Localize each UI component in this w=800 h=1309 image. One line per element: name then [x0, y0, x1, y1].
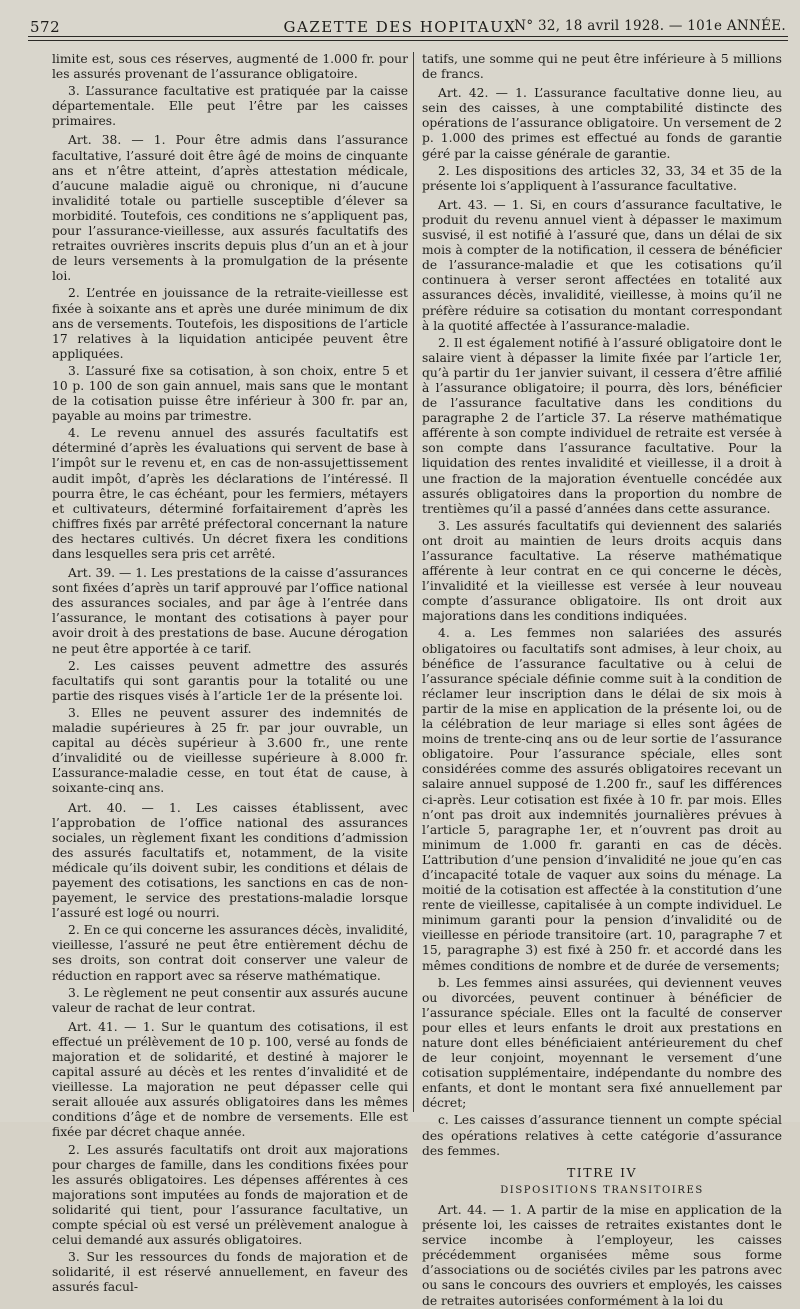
left-column	[52, 52, 408, 1295]
paragraph: 3. Sur les ressources du fonds de majoration et de solidarité, il est réservé annuellement, en faveur des assurés facul-	[52, 1250, 408, 1295]
header-rule-thin	[28, 40, 788, 41]
paragraph: b. Les femmes ainsi assurées, qui deviennent veuves ou divorcées, peuvent continuer à bénéficier de l’assurance spéciale. Elles ont la faculté de conserver pour elles et leurs enfants le droit aux prestations en nature dont elles bénéficiaient antérieurement du chef de leur conjoint, moyennant le versement d’une cotisation supplémentaire, indépendante du nombre des enfants, et dont le montant sera fixé annuellement par décret;	[422, 975, 782, 1111]
page-number: 572	[30, 18, 61, 36]
paragraph: tatifs, une somme qui ne peut être inférieure à 5 millions de francs.	[422, 52, 782, 82]
paragraph: 4. Le revenu annuel des assurés facultatifs est déterminé d’après les évaluations qui servent de base à l’impôt sur le revenu et, en cas de non-assujettissement audit impôt, d’après les déclarations de l’intéressé. Il pourra être, le cas échéant, pour les fermiers, métayers et cultivateurs, déterminé forfaitairement d’après les chiffres fixés par arrêté préfectoral concernant la nature des hectares cultivés. Un décret fixera les conditions dans lesquelles sera pris cet arrêté.	[52, 426, 408, 561]
journal-title: GAZETTE DES HOPITAUX	[283, 18, 517, 36]
paragraph: 4. a. Les femmes non salariées des assurés obligatoires ou facultatifs sont admises, à leur choix, au bénéfice de l’assurance facultative ou à celui de l’assurance spéciale définie comme suit à la condition de réclamer leur inscription dans le délai de six mois à partir de la mise en application de la présente loi, ou de la célébration de leur mariage si elles sont âgées de moins de trente-cinq ans ou de leur sortie de l’assurance obligatoire. Pour l’assurance spéciale, elles sont considérées comme des assurés obligatoires recevant un salaire annuel supposé de 1.200 fr., sauf les différences ci-après. Leur cotisation est fixée à 10 fr. par mois. Elles n’ont pas droit aux indemnités journalières prévues à l’article 5, paragraphe 1er, et n’ouvrent pas droit au minimum de 1.000 fr. garanti en cas de décès. L’attribution d’une pension d’invalidité ne joue qu’en cas d’incapacité totale de vaquer aux soins du ménage. La moitié de la cotisation est affectée à la constitution d’une rente de vieillesse, capitalisée à un compte individuel. Le minimum garanti pour la pension d’invalidité ou de vieillesse en période transitoire (art. 10, paragraphe 7 et 15, paragraphe 3) est fixé à 250 fr. et accordé dans les mêmes conditions de nombre et de durée de versements;	[422, 626, 782, 973]
paragraph: Art. 39. — 1. Les prestations de la caisse d’assurances sont fixées d’après un tarif approuvé par l’office national des assurances sociales, and par âge à l’entrée dans l’assurance, le montant des cotisations à payer pour avoir droit à des prestations de base. Aucune dérogation ne peut être apportée à ce tarif.	[52, 566, 408, 656]
column-divider	[413, 52, 414, 1112]
paragraph: 3. Les assurés facultatifs qui deviennent des salariés ont droit au maintien de leurs droits acquis dans l’assurance facultative. La réserve mathématique afférente à leur contrat en ce qui concerne le décès, l’invalidité et la vieillesse est versée à leur nouveau compte d’assurance obligatoire. Ils ont droit aux majorations dans les conditions indiquées.	[422, 518, 782, 624]
paragraph: Art. 44. — 1. A partir de la mise en application de la présente loi, les caisses de retraites existantes dont le service incombe à l’employeur, les caisses précédemment organisées même sous forme d’associations ou de sociétés civiles par les patrons avec ou sans le concours des ouvriers et employés, les caisses de retraites autorisées conformément à la loi du	[422, 1202, 782, 1308]
paragraph: 3. L’assuré fixe sa cotisation, à son choix, entre 5 et 10 p. 100 de son gain annuel, mais sans que le montant de la cotisation puisse être inférieur à 300 fr. par an, payable au moins par trimestre.	[52, 363, 408, 424]
paragraph: 2. L’entrée en jouissance de la retraite-vieillesse est fixée à soixante ans et après une durée minimum de dix ans de versements. Toutefois, les dispositions de l’article 17 relatives à la liquidation anticipée peuvent être appliquées.	[52, 286, 408, 361]
paragraph: 2. En ce qui concerne les assurances décès, invalidité, vieillesse, l’assuré ne peut être entièrement déchu de ses droits, son contrat doit conserver une valeur de réduction en rapport avec sa réserve mathématique.	[52, 923, 408, 983]
paragraph: Art. 42. — 1. L’assurance facultative donne lieu, au sein des caisses, à une comptabilité distincte des opérations de l’assurance obligatoire. Un versement de 2 p. 1.000 des primes est effectué au fonds de garantie géré par la caisse générale de garantie.	[422, 86, 782, 161]
paragraph: 2. Il est également notifié à l’assuré obligatoire dont le salaire vient à dépasser la limite fixée par l’article 1er, qu’à partir du 1er janvier suivant, il cessera d’être affilié à l’assurance obligatoire; il pourra, dès lors, bénéficier de l’assurance facultative dans les conditions du paragraphe 2 de l’article 37. La réserve mathématique afférente à son compte individuel de retraite est versée à son compte dans l’assurance facultative. Pour la liquidation des rentes invalidité et vieillesse, il a droit à une fraction de la majoration éventuelle concédée aux assurés obligatoires dans la proportion du nombre de trentièmes qu’il a passé d’années dans cette assurance.	[422, 335, 782, 516]
paragraph: Art. 40. — 1. Les caisses établissent, avec l’approbation de l’office national des assurances sociales, un règlement fixant les conditions d’admission des assurés facultatifs et, notamment, de la visite médicale qu’ils doivent subir, les conditions et délais de payement des cotisations, les sanctions en cas de non-payement, le service des prestations-maladie lorsque l’assuré est logé ou nourri.	[52, 800, 408, 921]
header-rule	[28, 36, 788, 37]
issue-info: N° 32, 18 avril 1928. — 101e ANNÉE.	[514, 18, 786, 34]
paragraph: Art. 41. — 1. Sur le quantum des cotisations, il est effectué un prélèvement de 10 p. 100, versé au fonds de majoration et de solidarité, et destiné à majorer le capital assuré au décès et les rentes d’invalidité et de vieillesse. La majoration ne peut dépasser celle qui serait allouée aux assurés obligatoires dans les mêmes conditions d’âge et de nombre de versements. Elle est fixée par décret chaque année.	[52, 1019, 408, 1140]
paragraph: Art. 38. — 1. Pour être admis dans l’assurance facultative, l’assuré doit être âgé de moins de cinquante ans et n’être atteint, d’après attestation médicale, d’aucune maladie aiguë ou chronique, ni d’aucune invalidité totale ou partielle susceptible d’élever sa morbidité. Toutefois, ces conditions ne s’appliquent pas, pour l’assurance-vieillesse, aux assurés facultatifs des retraites ouvrières inscrits depuis plus d’un an et à jour de leurs versements à la promulgation de la présente loi.	[52, 133, 408, 284]
paragraph: 3. L’assurance facultative est pratiquée par la caisse départementale. Elle peut l’être par les caisses primaires.	[52, 84, 408, 129]
paragraph: 3. Elles ne peuvent assurer des indemnités de maladie supérieures à 25 fr. par jour ouvrable, un capital au décès supérieur à 3.600 fr., une rente d’invalidité ou de vieillesse supérieure à 8.000 fr. L’assurance-maladie cesse, en tout état de cause, à soixante-cinq ans.	[52, 705, 408, 796]
paragraph: 2. Les caisses peuvent admettre des assurés facultatifs qui sont garantis pour la totalité ou une partie des risques visés à l’article 1er de la présente loi.	[52, 658, 408, 703]
paragraph: c. Les caisses d’assurance tiennent un compte spécial des opérations relatives à cette catégorie d’assurance des femmes.	[422, 1113, 782, 1158]
paragraph: 3. Le règlement ne peut consentir aux assurés aucune valeur de rachat de leur contrat.	[52, 985, 408, 1015]
paragraph: 2. Les assurés facultatifs ont droit aux majorations pour charges de famille, dans les conditions fixées pour les assurés obligatoires. Les dépenses afférentes à ces majorations sont imputées au fonds de majoration et de solidarité qui tient, pour l’assurance facultative, un compte spécial où est versé un prélèvement analogue à celui demandé aux assurés obligatoires.	[52, 1142, 408, 1248]
paragraph: 2. Les dispositions des articles 32, 33, 34 et 35 de la présente loi s’appliquent à l’assurance facultative.	[422, 163, 782, 193]
title-subheading: DISPOSITIONS TRANSITOIRES	[500, 1184, 704, 1196]
paragraph: limite est, sous ces réserves, augmenté de 1.000 fr. pour les assurés provenant de l’assurance obligatoire.	[52, 52, 408, 82]
paragraph: Art. 43. — 1. Si, en cours d’assurance facultative, le produit du revenu annuel vient à dépasser le maximum susvisé, il est notifié à l’assuré que, dans un délai de six mois à compter de la notification, il cessera de bénéficier de l’assurance-maladie et que les cotisations qu’il continuera à verser seront affectées en totalité aux assurances décès, invalidité, vieillesse, à moins qu’il ne préfère réduire sa cotisation du montant correspondant à la quotité affectée à l’assurance-maladie.	[422, 197, 782, 333]
right-column	[422, 52, 782, 1308]
title-heading: TITRE IV	[566, 1164, 638, 1180]
page-header	[0, 8, 800, 38]
